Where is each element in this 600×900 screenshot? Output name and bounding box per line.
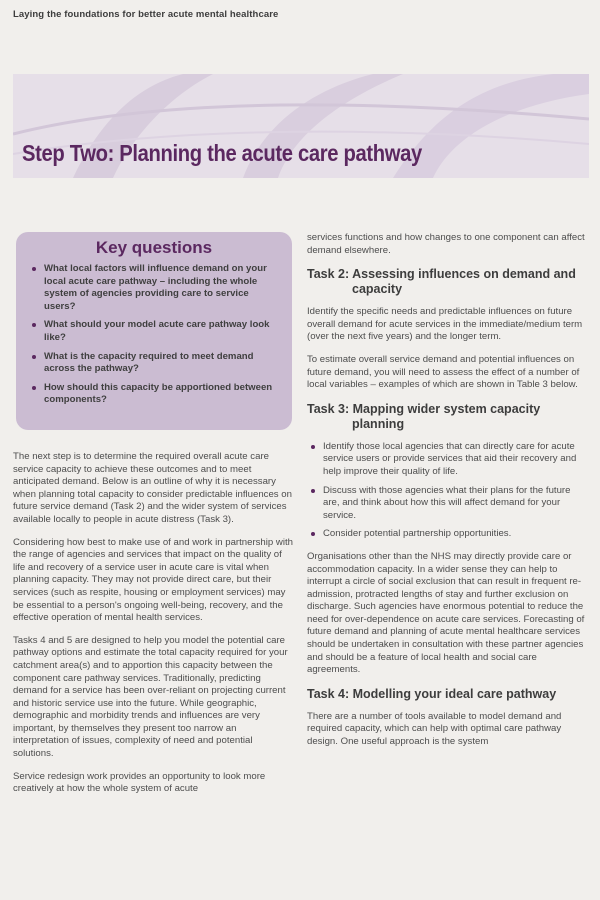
body-paragraph: Service redesign work provides an opportunity to look more creatively at how the whole system of acute	[13, 770, 266, 795]
task3-heading-line1: Task 3: Mapping wider system capacity	[307, 401, 541, 416]
page-title: Step Two: Planning the acute care pathway	[22, 140, 422, 166]
running-header: Laying the foundations for better acute mental healthcare	[13, 9, 279, 20]
task2-heading	[307, 267, 589, 297]
left-column	[13, 451, 293, 806]
task2-paragraph: Identify the specific needs and predictable influences on future overall demand for acute services in the immediate/medium term (over the next five years) and the longer term.	[307, 306, 583, 343]
key-questions-box	[16, 232, 292, 430]
key-question-item: How should this capacity be apportioned between components?	[32, 382, 282, 407]
right-column	[307, 232, 589, 759]
body-paragraph: The next step is to determine the required overall acute care service capacity to achieve these outcomes and to meet anticipated demand. Below is an outline of why it is necessary when planning total capacity to consider predictable influences on future service demand (Task 2) and the wider system of services available locally to people in acute distress (Task 3).	[13, 451, 292, 525]
body-paragraph: Considering how best to make use of and work in partnership with the range of agencies and services that impact on the quality of life and recovery of a service user in acute care is vital when planning capacity. They may not provide direct care, but their services (such as respite, housing or employment services) may be essential to a person's ongoing well-being, recovery, and the effective operation of mental health services.	[13, 536, 293, 624]
key-question-item: What local factors will influence demand on your local acute care pathway – including the whole system of agencies providing care to service users?	[32, 263, 282, 313]
task2-paragraph: To estimate overall service demand and potential influences on future demand, you will need to assess the effect of a number of local variables – examples of which are shown in Table 3 below.	[307, 353, 580, 391]
task3-bullet-list	[307, 441, 589, 541]
task3-heading-line2: planning	[352, 416, 405, 431]
task3-paragraph: Organisations other than the NHS may directly provide care or accommodation capacity. In a wider sense they can help to interrupt a circle of social exclusion that can result in frequent re-admission, protracted lengths of stay and further exclusion on discharge. Such agencies have enormous potential to reduce the need for over-dependence on acute care services. Forecasting of future demand and planning of acute mental healthcare services should be undertaken in consultation with these partner agencies and should be a feature of local health and social care agreements.	[307, 550, 585, 676]
continuation-paragraph: services functions and how changes to one component can affect demand elsewhere.	[307, 232, 585, 256]
task3-heading	[307, 402, 589, 432]
key-questions-list	[16, 263, 292, 407]
key-question-item: What should your model acute care pathway look like?	[32, 319, 282, 344]
task2-heading-line1: Task 2: Assessing influences on demand and	[307, 267, 576, 282]
key-questions-title: Key questions	[95, 238, 213, 257]
task4-paragraph: There are a number of tools available to model demand and required capacity, which can help with optimal care pathway design. One useful approach is the system	[307, 710, 562, 748]
task3-bullet: Discuss with those agencies what their plans for the future are, and think about how this will affect demand for your service.	[307, 485, 589, 523]
task2-heading-line2: capacity	[352, 282, 403, 297]
task4-heading: Task 4: Modelling your ideal care pathway	[307, 686, 557, 701]
task3-bullet: Identify those local agencies that can directly care for acute service users or provide services that aid their recovery and help improve their quality of life.	[307, 441, 589, 479]
task3-bullet: Consider potential partnership opportunities.	[307, 528, 589, 541]
body-paragraph: Tasks 4 and 5 are designed to help you model the potential care pathway options and estimate the total capacity required for your catchment area(s) and to apportion this capacity between the component care pathway services. Traditionally, predicting demand for a service has been over-reliant on projecting current and historic service use into the future. While geographic, demographic and morbidity trends and influences are very important, by themselves they present too narrow an interpretation of issues, complexity of need and potential solutions.	[13, 634, 288, 760]
key-question-item: What is the capacity required to meet demand across the pathway?	[32, 351, 282, 376]
